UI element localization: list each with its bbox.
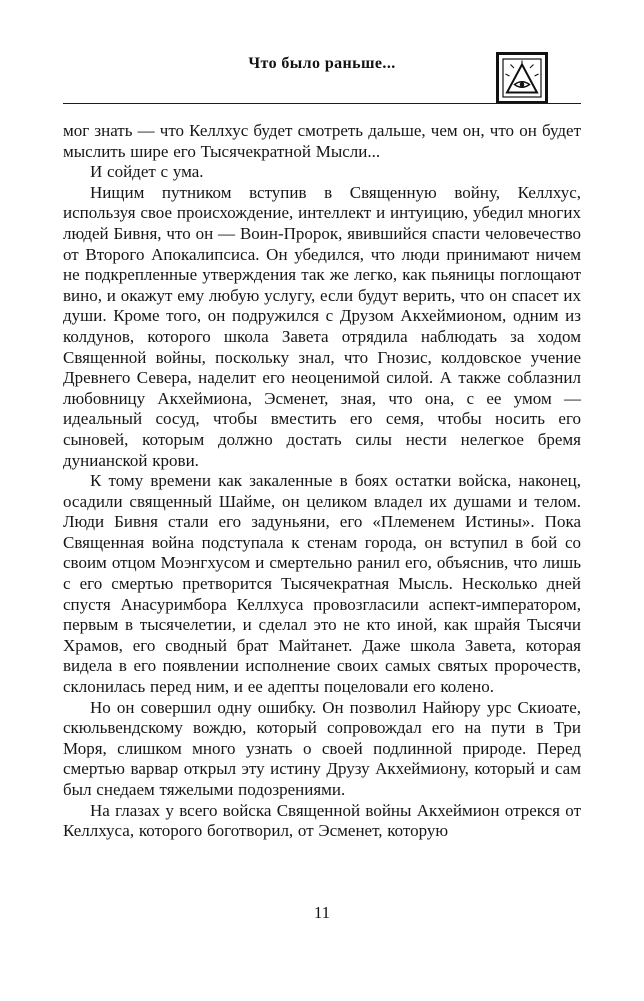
page-footer bbox=[0, 903, 644, 923]
page-body-text bbox=[63, 121, 581, 842]
paragraph: мог знать — что Келлхус будет смотреть дальше, чем он, что он будет мыслить шире его Тысячекратной Мысли... bbox=[63, 121, 581, 161]
page-header bbox=[63, 0, 581, 105]
header-divider bbox=[63, 103, 581, 104]
running-header-title: Что было раньше... bbox=[248, 55, 396, 72]
eye-in-triangle-emblem-icon bbox=[496, 52, 548, 104]
paragraph: И сойдет с ума. bbox=[90, 162, 204, 182]
paragraph: К тому времени как закаленные в боях остатки войска, наконец, осадили священный Шайме, он целиком владел их душами и телом. Люди Бивня стали его задуньяни, его «Племенем Истины». Пока Священная война подступала к стенам города, он вступил в бой со своим отцом Моэнгхусом и смертельно ранил его, объяснив, что лишь с его смертью претворится Тысячекратная Мысль. Несколько дней спустя Анасуримбора Келлхуса провозгласили аспект-императором, первым в тысячелетии, и сделал это не кто иной, как шрайя Тысячи Храмов, его сводный брат Майтанет. Даже школа Завета, которая видела в его появлении исполнение своих самых святых пророчеств, склонилась перед ним, и ее адепты поцеловали его колено. bbox=[63, 471, 581, 697]
paragraph: На глазах у всего войска Священной войны Акхеймион отрекся от Келлхуса, которого боготворил, от Эсменет, которую bbox=[63, 800, 581, 841]
page-number: 11 bbox=[313, 903, 331, 922]
paragraph: Нищим путником вступив в Священную войну, Келлхус, используя свое происхождение, интеллект и интуицию, убедил многих людей Бивня, что он — Воин-Пророк, явившийся спасти человечество от Второго Апокалипсиса. Он убедился, что люди принимают ничем не подкрепленные утверждения так же легко, как пьяницы поглощают вино, и окажут ему любую услугу, если будут верить, что он спасет их души. Кроме того, он подружился с Друзом Акхеймионом, одним из колдунов, которого школа Завета отрядила наблюдать за ходом Священной войны, поскольку знал, что Гнозис, колдовское учение Древнего Севера, наделит его неоценимой силой. А также соблазнил любовницу Акхеймиона, Эсменет, зная, что она, с ее умом — идеальный сосуд, чтобы вместить его семя, чтобы носить его сыновей, которым должно достать силы нести нелегкое бремя дунианской крови. bbox=[63, 182, 581, 470]
paragraph: Но он совершил одну ошибку. Он позволил Найюру урс Скиоате, скюльвендскому вождю, который сопровождал его на пути в Три Моря, слишком много узнать о своей подлинной природе. Перед смертью варвар открыл эту истину Друзу Акхеймиону, который и сам был снедаем тяжелыми подозрениями. bbox=[63, 697, 581, 799]
